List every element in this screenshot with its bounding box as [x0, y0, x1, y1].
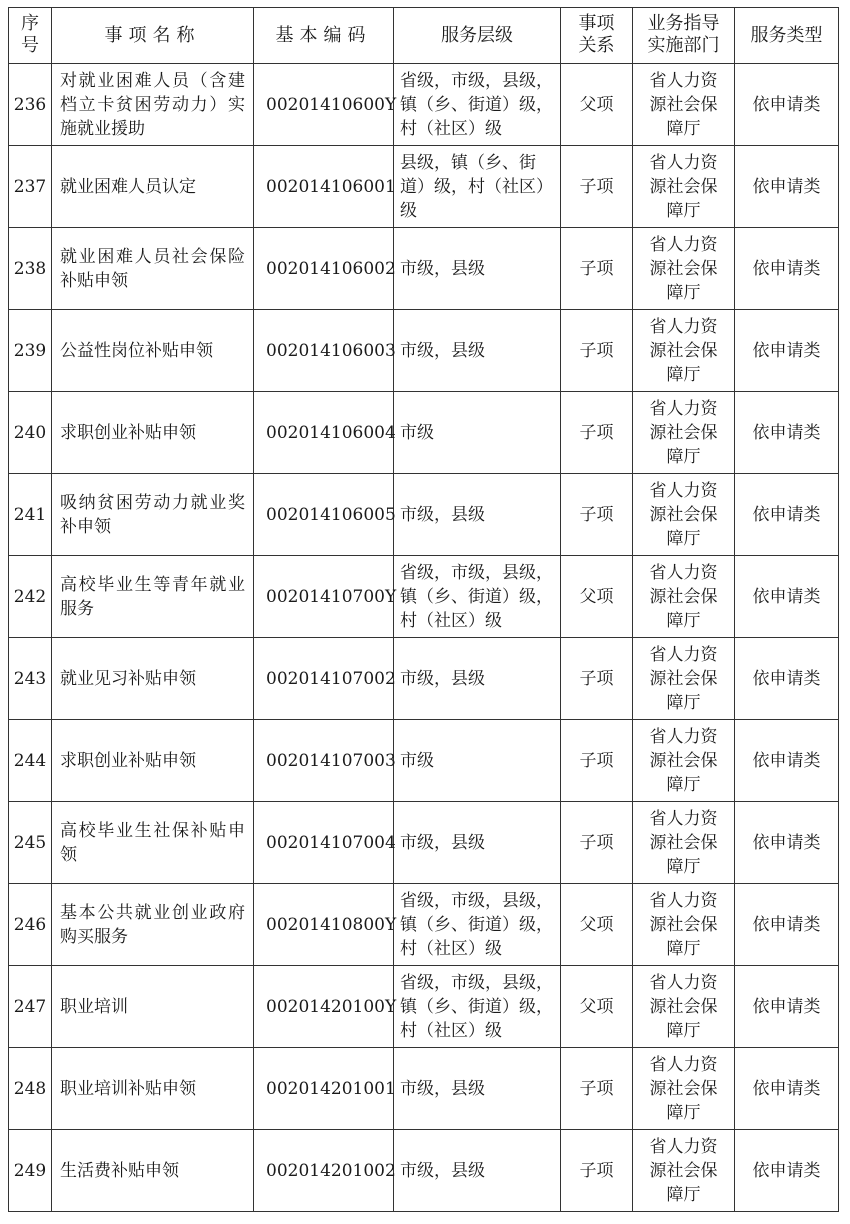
cell-service-type: 依申请类: [735, 966, 839, 1048]
cell-name: 就业困难人员社会保险补贴申领: [52, 228, 254, 310]
cell-code: 002014107002: [254, 638, 394, 720]
cell-level: 市级，县级: [394, 474, 561, 556]
cell-relation: 子项: [561, 802, 633, 884]
header-department: 业务指导实施部门: [633, 8, 735, 64]
cell-department: 省人力资源社会保障厅: [633, 228, 735, 310]
cell-name: 公益性岗位补贴申领: [52, 310, 254, 392]
cell-name: 职业培训补贴申领: [52, 1048, 254, 1130]
table-row: [9, 228, 839, 310]
cell-service-type: 依申请类: [735, 146, 839, 228]
cell-service-type: 依申请类: [735, 1048, 839, 1130]
cell-seq: 237: [9, 146, 52, 228]
cell-seq: 240: [9, 392, 52, 474]
cell-level: 省级，市级，县级，镇（乡、街道）级，村（社区）级: [394, 966, 561, 1048]
table-row: [9, 638, 839, 720]
cell-department: 省人力资源社会保障厅: [633, 474, 735, 556]
cell-service-type: 依申请类: [735, 884, 839, 966]
table-row: [9, 64, 839, 146]
cell-relation: 父项: [561, 64, 633, 146]
cell-name: 生活费补贴申领: [52, 1130, 254, 1212]
service-items-table: [8, 7, 839, 1212]
cell-department: 省人力资源社会保障厅: [633, 392, 735, 474]
cell-name: 基本公共就业创业政府购买服务: [52, 884, 254, 966]
cell-name: 吸纳贫困劳动力就业奖补申领: [52, 474, 254, 556]
table-row: [9, 720, 839, 802]
cell-service-type: 依申请类: [735, 64, 839, 146]
cell-code: 00201410800Y: [254, 884, 394, 966]
cell-department: 省人力资源社会保障厅: [633, 884, 735, 966]
cell-department: 省人力资源社会保障厅: [633, 146, 735, 228]
cell-department: 省人力资源社会保障厅: [633, 1130, 735, 1212]
cell-code: 002014107004: [254, 802, 394, 884]
cell-relation: 父项: [561, 966, 633, 1048]
cell-relation: 子项: [561, 638, 633, 720]
cell-relation: 子项: [561, 146, 633, 228]
cell-name: 对就业困难人员（含建档立卡贫困劳动力）实施就业援助: [52, 64, 254, 146]
table-row: [9, 1048, 839, 1130]
cell-level: 市级，县级: [394, 310, 561, 392]
cell-department: 省人力资源社会保障厅: [633, 1048, 735, 1130]
cell-code: 00201420100Y: [254, 966, 394, 1048]
cell-level: 市级: [394, 720, 561, 802]
cell-name: 求职创业补贴申领: [52, 720, 254, 802]
table-row: [9, 884, 839, 966]
header-service-type: 服务类型: [735, 8, 839, 64]
cell-service-type: 依申请类: [735, 474, 839, 556]
cell-relation: 父项: [561, 884, 633, 966]
cell-seq: 247: [9, 966, 52, 1048]
cell-seq: 238: [9, 228, 52, 310]
cell-service-type: 依申请类: [735, 802, 839, 884]
cell-service-type: 依申请类: [735, 228, 839, 310]
cell-relation: 父项: [561, 556, 633, 638]
cell-seq: 239: [9, 310, 52, 392]
cell-name: 就业困难人员认定: [52, 146, 254, 228]
cell-level: 省级，市级，县级，镇（乡、街道）级，村（社区）级: [394, 884, 561, 966]
table-row: [9, 556, 839, 638]
cell-level: 省级，市级，县级，镇（乡、街道）级，村（社区）级: [394, 556, 561, 638]
cell-service-type: 依申请类: [735, 392, 839, 474]
cell-name: 求职创业补贴申领: [52, 392, 254, 474]
cell-service-type: 依申请类: [735, 556, 839, 638]
cell-name: 就业见习补贴申领: [52, 638, 254, 720]
header-relation: 事项关系: [561, 8, 633, 64]
cell-code: 002014106002: [254, 228, 394, 310]
cell-code: 002014201001: [254, 1048, 394, 1130]
cell-seq: 245: [9, 802, 52, 884]
table-row: [9, 1130, 839, 1212]
cell-seq: 248: [9, 1048, 52, 1130]
cell-seq: 246: [9, 884, 52, 966]
cell-service-type: 依申请类: [735, 720, 839, 802]
cell-code: 002014106001: [254, 146, 394, 228]
cell-seq: 242: [9, 556, 52, 638]
cell-level: 市级，县级: [394, 1130, 561, 1212]
table-row: [9, 802, 839, 884]
cell-seq: 243: [9, 638, 52, 720]
cell-relation: 子项: [561, 720, 633, 802]
cell-code: 002014201002: [254, 1130, 394, 1212]
header-seq: 序号: [9, 8, 52, 64]
cell-relation: 子项: [561, 392, 633, 474]
cell-department: 省人力资源社会保障厅: [633, 966, 735, 1048]
cell-service-type: 依申请类: [735, 310, 839, 392]
cell-name: 职业培训: [52, 966, 254, 1048]
cell-department: 省人力资源社会保障厅: [633, 802, 735, 884]
header-row: [9, 8, 839, 64]
table-row: [9, 310, 839, 392]
cell-code: 002014106004: [254, 392, 394, 474]
cell-service-type: 依申请类: [735, 1130, 839, 1212]
cell-code: 00201410700Y: [254, 556, 394, 638]
cell-relation: 子项: [561, 474, 633, 556]
cell-level: 市级，县级: [394, 1048, 561, 1130]
cell-seq: 236: [9, 64, 52, 146]
cell-level: 省级，市级，县级，镇（乡、街道）级，村（社区）级: [394, 64, 561, 146]
cell-level: 县级，镇（乡、街道）级，村（社区）级: [394, 146, 561, 228]
header-level: 服务层级: [394, 8, 561, 64]
cell-name: 高校毕业生社保补贴申领: [52, 802, 254, 884]
table-body: [9, 64, 839, 1212]
cell-seq: 249: [9, 1130, 52, 1212]
cell-relation: 子项: [561, 1130, 633, 1212]
cell-name: 高校毕业生等青年就业服务: [52, 556, 254, 638]
table-row: [9, 146, 839, 228]
cell-level: 市级，县级: [394, 638, 561, 720]
cell-code: 002014106005: [254, 474, 394, 556]
cell-code: 002014106003: [254, 310, 394, 392]
cell-code: 002014107003: [254, 720, 394, 802]
table-row: [9, 474, 839, 556]
cell-department: 省人力资源社会保障厅: [633, 720, 735, 802]
cell-service-type: 依申请类: [735, 638, 839, 720]
table-row: [9, 392, 839, 474]
cell-relation: 子项: [561, 310, 633, 392]
cell-department: 省人力资源社会保障厅: [633, 310, 735, 392]
cell-department: 省人力资源社会保障厅: [633, 64, 735, 146]
cell-department: 省人力资源社会保障厅: [633, 638, 735, 720]
cell-relation: 子项: [561, 1048, 633, 1130]
cell-seq: 241: [9, 474, 52, 556]
cell-level: 市级，县级: [394, 802, 561, 884]
cell-code: 00201410600Y: [254, 64, 394, 146]
table-row: [9, 966, 839, 1048]
cell-relation: 子项: [561, 228, 633, 310]
cell-level: 市级: [394, 392, 561, 474]
header-name: 事项名称: [52, 8, 254, 64]
header-code: 基本编码: [254, 8, 394, 64]
cell-level: 市级，县级: [394, 228, 561, 310]
cell-department: 省人力资源社会保障厅: [633, 556, 735, 638]
cell-seq: 244: [9, 720, 52, 802]
